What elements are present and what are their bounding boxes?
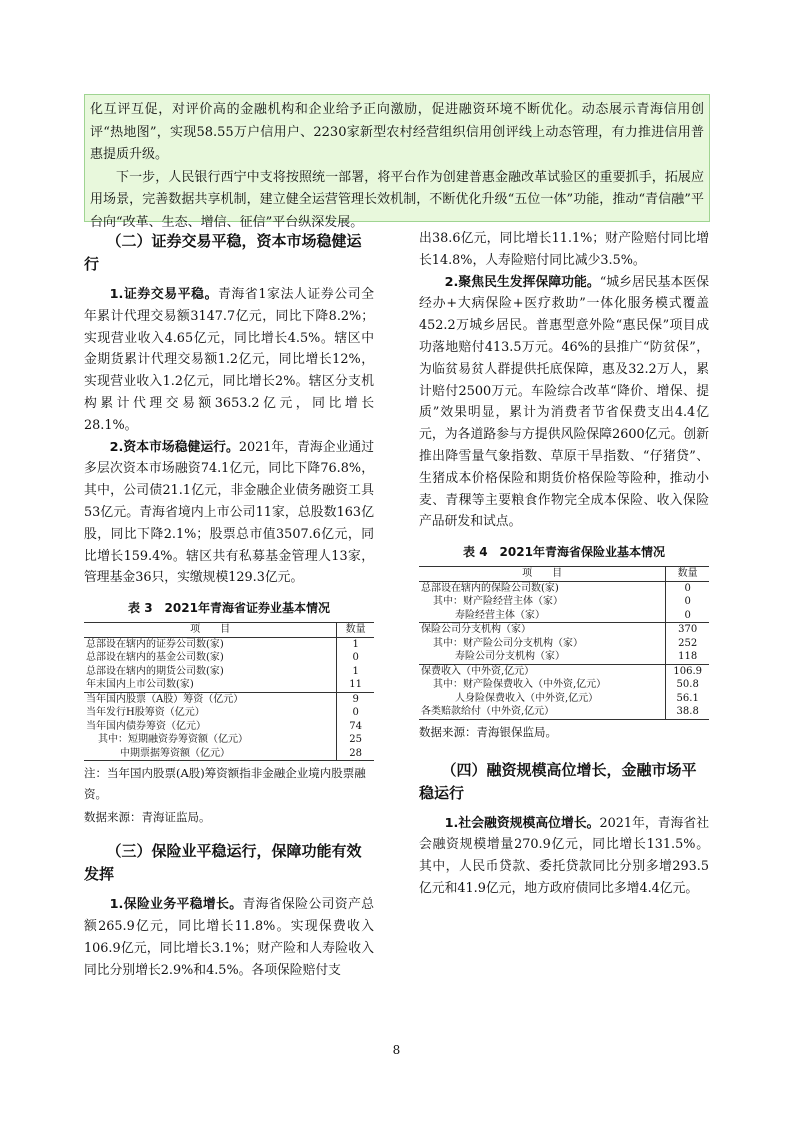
- table-cell-value: 1: [337, 665, 374, 679]
- table-cell-value: 50.8: [666, 678, 709, 692]
- lead-insurance-business: 1.保险业务平稳增长。: [109, 897, 243, 913]
- section-title-financing: （四）融资规模高位增长，金融市场平稳运行: [419, 760, 697, 802]
- table-row: [84, 665, 374, 679]
- lead-securities-trading: 1.证券交易平稳。: [109, 287, 219, 302]
- table-cell-label: 年末国内上市公司数(家): [86, 679, 194, 691]
- table-cell-value: 0: [666, 595, 709, 609]
- paragraph-insurance-continued: 出38.6亿元，同比增长11.1%；财产险赔付同比增长14.8%，人寿险赔付同比减少3.5%。: [419, 231, 709, 268]
- body-securities-trading: 青海省1家法人证券公司全年累计代理交易额3147.7亿元，同比下降8.2%；实现营业收入4.65亿元，同比增长4.5%。辖区中金期货累计代理交易额1.2亿元，同比增长12%，实现营业收入1.2亿元，同比增长2%。辖区分支机构累计代理交易额3653.2亿元，同比增长28.1%。: [84, 287, 374, 433]
- table-cell-label: 总部设在辖内的保险公司数(家): [421, 582, 559, 594]
- table-cell-value: 106.9: [666, 664, 709, 678]
- table-cell-value: 11: [337, 678, 374, 692]
- table-cell-label: 寿险公司分支机构（家）: [455, 651, 565, 663]
- table-row: [84, 651, 374, 665]
- table-header-count: 数量: [337, 623, 374, 638]
- table3-source: 数据来源：青海证监局。: [84, 810, 211, 825]
- table-cell-value: 118: [666, 650, 709, 664]
- table-cell-value: 370: [666, 623, 709, 637]
- table-cell-value: 9: [337, 692, 374, 706]
- table4-source: 数据来源：青海银保监局。: [419, 724, 557, 739]
- highlight-box: [84, 94, 710, 230]
- table-cell-label: 当年国内股票（A股）筹资（亿元）: [84, 692, 337, 706]
- table-cell-value: 38.8: [666, 705, 709, 719]
- table-cell-label: 保费收入（中外资,亿元）: [419, 664, 666, 678]
- table-cell-value: 74: [337, 720, 374, 734]
- table-row: [419, 664, 709, 678]
- table-cell-label: 各类赔款给付（中外资,亿元）: [419, 705, 666, 719]
- table-cell-label: 其中：财产险保费收入（中外资,亿元）: [433, 679, 607, 691]
- table-cell-label: 当年国内债券筹资（亿元）: [86, 720, 206, 732]
- right-column: [419, 228, 709, 900]
- highlight-paragraph-2: 下一步，人民银行西宁中支将按照统一部署，将平台作为创建普惠金融改革试验区的重要抓手，拓展应用场景，完善数据共享机制，建立健全运营管理长效机制，不断优化升级“五位一体”功能，推动“青信融”平台向“改革、生态、增信、征信”平台纵深发展。: [90, 169, 704, 230]
- table-cell-label: 总部设在辖内的期货公司数(家): [86, 665, 224, 677]
- table-row: [419, 609, 709, 623]
- table-cell-label: 保险公司分支机构（家）: [419, 623, 666, 637]
- table-cell-label: 其中：财产险公司分支机构（家）: [433, 637, 583, 649]
- table-cell-label: 总部设在辖内的基金公司数(家): [86, 652, 224, 664]
- table-cell-label: 当年发行H股筹资（亿元）: [86, 707, 205, 719]
- table-cell-value: 252: [666, 637, 709, 651]
- table-row: [419, 595, 709, 609]
- paragraph-insurance-business: [84, 894, 374, 981]
- table-header: [84, 623, 374, 638]
- table3-note: 注：当年国内股票(A股)筹资额指非金融企业境内股票融资。: [84, 766, 366, 802]
- table-cell-value: 25: [337, 733, 374, 747]
- table-row: [419, 623, 709, 637]
- table-cell-label: 人身险保费收入（中外资,亿元）: [455, 692, 599, 704]
- table3-caption: 表 3 2021年青海省证券业基本情况: [128, 601, 330, 616]
- table-row: [84, 747, 374, 761]
- table-row: [84, 678, 374, 692]
- table-row: [419, 650, 709, 664]
- highlight-paragraph-1: 化互评互促，对评价高的金融机构和企业给予正向激励，促进融资环境不断优化。动态展示青海信用创评“热地图”，实现58.55万户信用户、2230家新型农村经营组织信用创评线上动态管理，有力推进信用普惠提质升级。: [90, 102, 704, 163]
- table-row: [419, 581, 709, 595]
- table-cell-value: 28: [337, 747, 374, 761]
- table3-securities: [84, 622, 374, 761]
- paragraph-securities-trading: [84, 284, 374, 437]
- table-cell-value: 0: [337, 706, 374, 720]
- body-financing: 2021年，青海省社会融资规模增量270.9亿元，同比增长131.5%。其中，人民币贷款、委托贷款同比分别多增293.5亿元和41.9亿元，地方政府债同比多增4.4亿元。: [419, 815, 709, 897]
- table-cell-value: 1: [337, 637, 374, 651]
- table-row: [419, 692, 709, 706]
- table-cell-label: 其中：短期融资券筹资额（亿元）: [98, 734, 248, 746]
- section-title-securities: （二）证券交易平稳，资本市场稳健运行: [84, 232, 362, 273]
- section-title-insurance: （三）保险业平稳运行，保障功能有效发挥: [84, 842, 362, 884]
- table-row: [84, 637, 374, 651]
- page-number: 8: [392, 1043, 401, 1057]
- table-cell-label: 总部设在辖内的证券公司数(家): [86, 638, 224, 650]
- body-livelihood: “城乡居民基本医保经办+大病保险+医疗救助”一体化服务模式覆盖452.2万城乡居民。普惠型意外险“惠民保”项目成功落地赔付413.5万元。46%的县推广“防贫保”，为临贫易贫人群提供托底保障，惠及32.2万人，累计赔付2500万元。车险综合改革“降价、增保、提质”效果明显，累计为消费者节省保费支出4.4亿元，为各道路参与方提供风险保障2600亿元。创新推出降雪量气象指数、草原干旱指数、“仔猪贷”、生猪成本价格保险和期货价格保险等险种，推动小麦、青稞等主要粮食作物完全成本保险、收入保险产品研发和试点。: [419, 274, 710, 530]
- table4-insurance: [419, 566, 709, 720]
- table-row: [84, 692, 374, 706]
- paragraph-capital-market: [84, 437, 374, 590]
- table-cell-label: 寿险经营主体（家）: [455, 609, 545, 621]
- body-insurance-business: 青海省保险公司资产总额265.9亿元，同比增长11.8%。实现保费收入106.9亿元，同比增长3.1%；财产险和人寿险收入同比分别增长2.9%和4.5%。各项保险赔付支: [84, 897, 375, 978]
- lead-livelihood: 2.聚焦民生发挥保障功能。: [444, 274, 600, 290]
- table-cell-label: 其中：财产险经营主体（家）: [433, 596, 563, 608]
- table-cell-value: 56.1: [666, 692, 709, 706]
- body-capital-market: 2021年，青海企业通过多层次资本市场融资74.1亿元，同比下降76.8%，其中，公司债21.1亿元，非金融企业债务融资工具53亿元。青海省境内上市公司11家，总股数163亿股，同比下降2.1%；股票总市值3507.6亿元，同比增长159.4%。辖区共有私募基金管理人13家，管理基金36只，实缴规模129.3亿元。: [84, 439, 374, 586]
- table-cell-value: 0: [666, 581, 709, 595]
- table-row: [419, 705, 709, 719]
- table-row: [84, 720, 374, 734]
- table-row: [419, 678, 709, 692]
- table-row: [84, 733, 374, 747]
- lead-capital-market: 2.资本市场稳健运行。: [109, 439, 239, 455]
- table-row: [84, 706, 374, 720]
- table-header-item: 项 目: [419, 567, 666, 582]
- table-cell-value: 0: [337, 651, 374, 665]
- table-header-count: 数量: [666, 567, 709, 582]
- table-cell-value: 0: [666, 609, 709, 623]
- table-row: [419, 637, 709, 651]
- table-header-item: 项 目: [84, 623, 337, 638]
- lead-financing: 1.社会融资规模高位增长。: [444, 815, 600, 831]
- table-cell-label: 中期票据筹资额（亿元）: [84, 747, 337, 761]
- left-column: [84, 230, 374, 981]
- table4-caption: 表 4 2021年青海省保险业基本情况: [463, 545, 665, 560]
- paragraph-livelihood: [419, 272, 709, 534]
- paragraph-financing: [419, 813, 709, 900]
- table-header: [419, 567, 709, 582]
